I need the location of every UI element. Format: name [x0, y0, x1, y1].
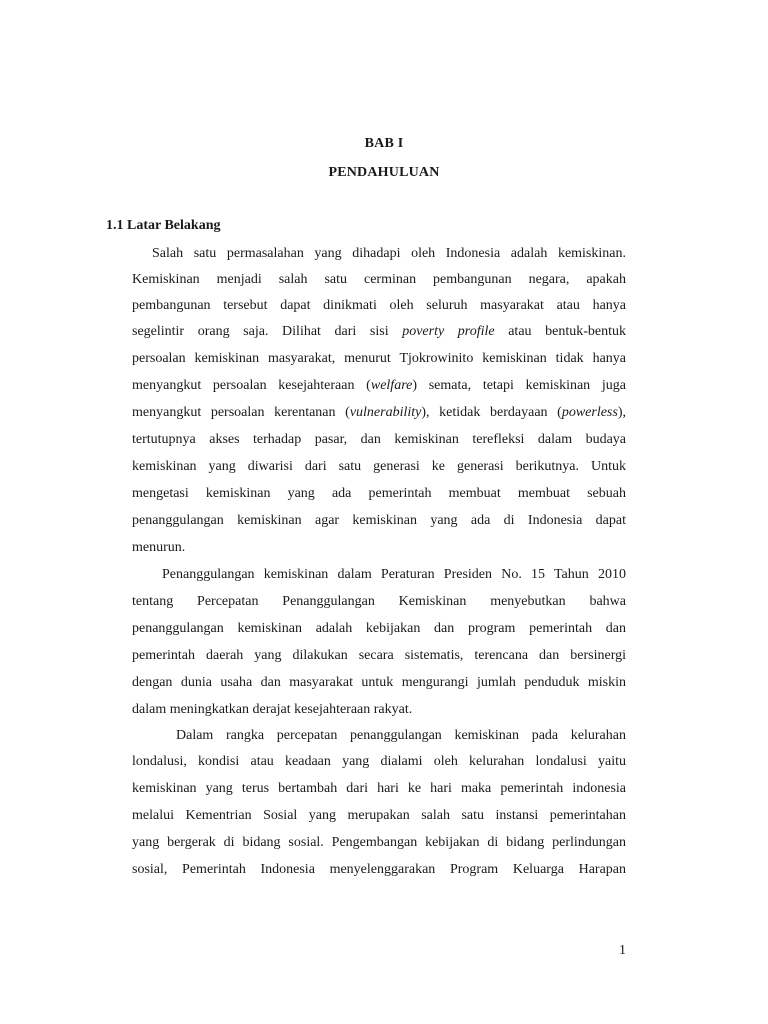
chapter-number: BAB I [364, 136, 404, 151]
text-line: mengetasi kemiskinan yang ada pemerintah membuat membuat sebuah [132, 486, 626, 501]
text-run: atau bentuk-bentuk [494, 324, 627, 339]
text-line: sosial, Pemerintah Indonesia menyelenggarakan Program Keluarga Harapan [132, 862, 626, 877]
italic-term: poverty profile [402, 324, 495, 339]
text-run: ) semata, tetapi kemiskinan juga [412, 378, 627, 393]
page-number: 1 [619, 943, 626, 958]
text-line: Salah satu permasalahan yang dihadapi oleh Indonesia adalah kemiskinan. [152, 246, 626, 261]
text-line: yang bergerak di bidang sosial. Pengembangan kebijakan di bidang perlindungan [132, 835, 626, 850]
text-line: melalui Kementrian Sosial yang merupakan salah satu instansi pemerintahan [132, 808, 626, 823]
italic-term: vulnerability [349, 405, 422, 420]
text-line: dengan dunia usaha dan masyarakat untuk mengurangi jumlah penduduk miskin [132, 675, 626, 690]
text-line: kemiskinan yang diwarisi dari satu generasi ke generasi berikutnya. Untuk [132, 459, 626, 474]
text-line [132, 323, 626, 341]
text-line: Dalam rangka percepatan penanggulangan kemiskinan pada kelurahan [176, 728, 626, 743]
text-run: menyangkut persoalan kesejahteraan ( [132, 378, 371, 393]
text-line: kemiskinan yang terus bertambah dari hari ke hari maka pemerintah indonesia [132, 781, 626, 796]
text-line: persoalan kemiskinan masyarakat, menurut Tjokrowinito kemiskinan tidak hanya [132, 351, 626, 366]
text-line: pemerintah daerah yang dilakukan secara sistematis, terencana dan bersinergi [132, 648, 626, 663]
text-line: menurun. [132, 540, 186, 555]
text-line [132, 404, 626, 422]
text-run: ), ketidak berdayaan ( [421, 405, 562, 420]
text-line: tertutupnya akses terhadap pasar, dan kemiskinan terefleksi dalam budaya [132, 432, 626, 447]
text-run: menyangkut persoalan kerentanan ( [132, 405, 350, 420]
text-run: segelintir orang saja. Dilihat dari sisi [132, 324, 403, 339]
text-line: dalam meningkatkan derajat kesejahteraan rakyat. [132, 702, 413, 717]
text-line: pembangunan tersebut dapat dinikmati oleh seluruh masyarakat atau hanya [132, 298, 626, 313]
text-line: Kemiskinan menjadi salah satu cerminan pembangunan negara, apakah [132, 272, 626, 287]
text-line [132, 377, 626, 395]
text-line: tentang Percepatan Penanggulangan Kemiskinan menyebutkan bahwa [132, 594, 626, 609]
section-heading: 1.1 Latar Belakang [106, 218, 221, 233]
chapter-title: PENDAHULUAN [328, 165, 440, 180]
text-run: ), [617, 405, 626, 420]
text-line: Penanggulangan kemiskinan dalam Peraturan Presiden No. 15 Tahun 2010 [162, 567, 626, 582]
text-line: londalusi, kondisi atau keadaan yang dialami oleh kelurahan londalusi yaitu [132, 754, 626, 769]
text-line: penanggulangan kemiskinan agar kemiskinan yang ada di Indonesia dapat [132, 513, 626, 528]
italic-term: powerless [561, 405, 618, 420]
italic-term: welfare [370, 378, 413, 393]
text-line: penanggulangan kemiskinan adalah kebijakan dan program pemerintah dan [132, 621, 626, 636]
